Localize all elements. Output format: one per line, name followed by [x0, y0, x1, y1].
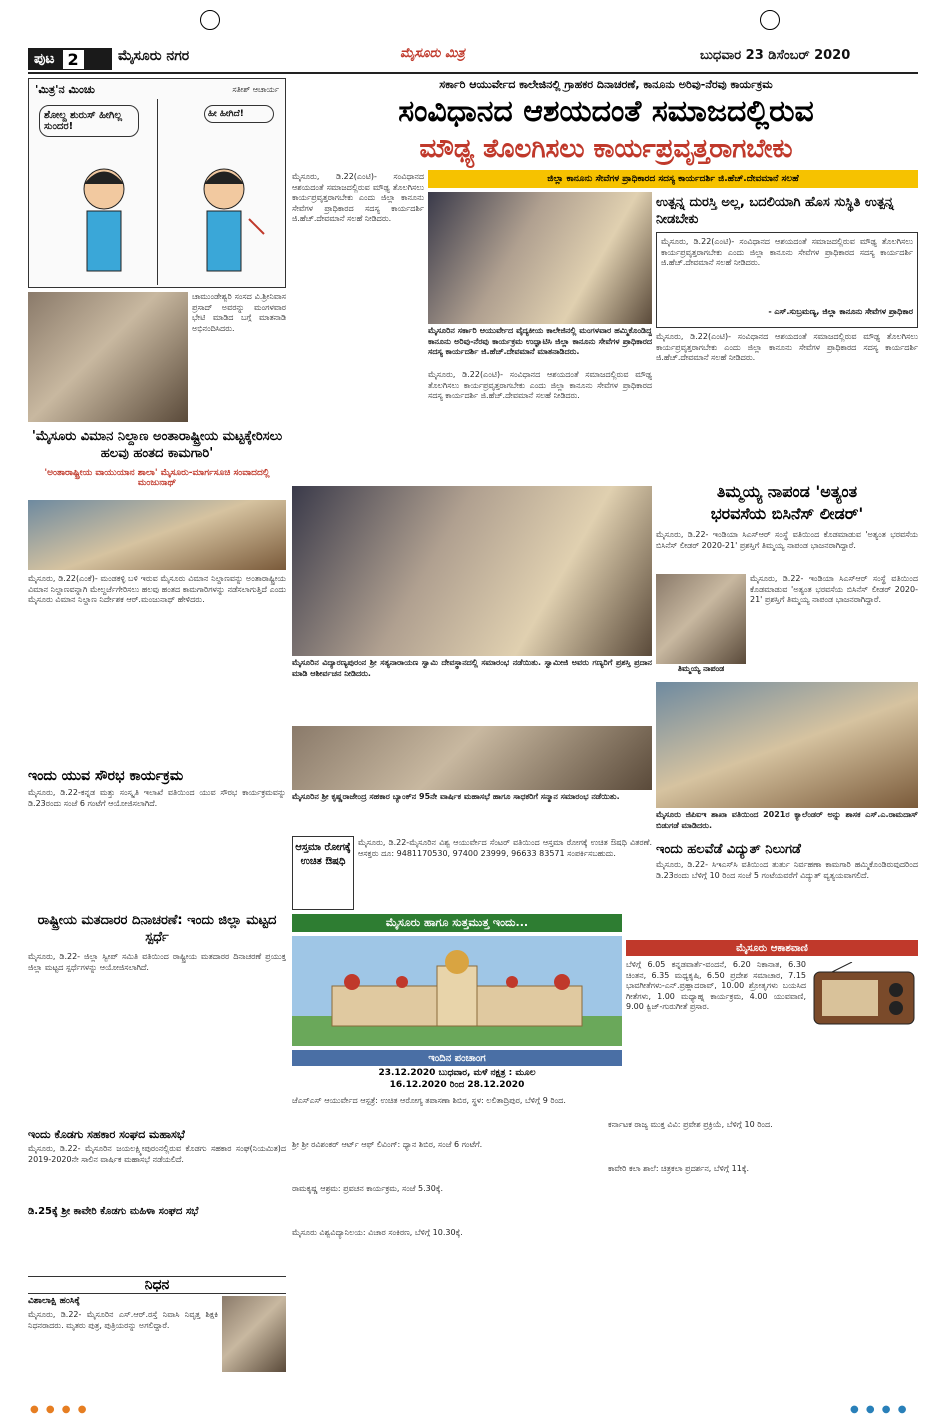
airport-photo: [28, 500, 286, 570]
thimmaiah-body-2: ಮೈಸೂರು, ಡಿ.22- ಇಂಡಿಯಾ ಸಿಎಸ್‌ಆರ್ ಸಂಸ್ಥೆ ವತಿಯಿಂದ ಕೊಡಮಾಡುವ 'ಅತ್ಯಂತ ಭರವಸೆಯ ಬಿಸಿನೆಸ್ ಲೀಡರ್ 2020-21' ಪ್ರಶಸ್ತಿಗೆ ತಿಮ್ಮಯ್ಯ ನಾಪಂಡ ಭಾಜನರಾಗಿದ್ದಾರೆ.: [750, 574, 918, 604]
top-register-marks: [0, 0, 945, 40]
bank-group-photo: [292, 726, 652, 790]
event-item: ಕರ್ನಾಟಕ ರಾಜ್ಯ ಮುಕ್ತ ವಿವಿ: ಪ್ರವೇಶ ಪ್ರಕ್ರಿಯೆ, ಬೆಳಿಗ್ಗೆ 10 ರಿಂದ.: [608, 1120, 773, 1129]
palace-illustration: [292, 936, 622, 1046]
airport-subhead: 'ಅಂತಾರಾಷ್ಟ್ರೀಯ ವಾಯುಯಾನ ಶಾಲಾ' ಮೈಸೂರು-ಮಾರ್ಗಸೂಚಿ ಸಂವಾದದಲ್ಲಿ ಮಂಜುನಾಥ್: [44, 468, 270, 488]
thimmaiah-photo: [656, 574, 746, 664]
events-list: [292, 1096, 918, 1396]
cartoon-bubble-right: ಹೀ ಹೀಗಿದೆ!: [204, 105, 274, 123]
cartoon-figure-left: [69, 159, 139, 279]
radio-title: ಮೈಸೂರು ಆಕಾಶವಾಣಿ: [626, 940, 918, 956]
obituary-body: ಮೈಸೂರು, ಡಿ.22- ಮೈಸೂರಿನ ಎಸ್.ಆರ್.ರಸ್ತೆ ನಿವಾಸಿ ನಿವೃತ್ತ ಶಿಕ್ಷಕಿ ನಿಧನರಾದರು. ಮೃತರು ಪುತ್ರ, ಪುತ್ರಿಯರನ್ನು ಅಗಲಿದ್ದಾರೆ.: [28, 1310, 218, 1330]
ayurveda-body: ಮೈಸೂರು, ಡಿ.22-ಮೈಸೂರಿನ ವಿಶ್ವ ಆಯುರ್ವೇದ ಸೆಂಟರ್ ವತಿಯಿಂದ ಆಸ್ತಮಾ ರೋಗಕ್ಕೆ ಉಚಿತ ಔಷಧಿ ವಿತರಣೆ. ಆಸಕ್ತರು ದೂ: 9481170530, 97400 23999, 96633 83571 ಸಂಪರ್ಕಿಸಬಹುದು.: [358, 838, 652, 858]
event-item: ಜೆಎಸ್‌ಎಸ್ ಆಯುರ್ವೇದ ಆಸ್ಪತ್ರೆ: ಉಚಿತ ಆರೋಗ್ಯ ತಪಾಸಣಾ ಶಿಬಿರ, ಸ್ಥಳ: ಲಲಿತಾದ್ರಿಪುರ, ಬೆಳಿಗ್ಗೆ 9 ರಿಂದ.: [292, 1096, 566, 1105]
ceremony-photo: [292, 486, 652, 656]
lead-headline-1: ಸಂವಿಧಾನದ ಆಶಯದಂತೆ ಸಮಾಜದಲ್ಲಿರುವ: [398, 94, 814, 129]
radio-icon: [812, 962, 916, 1026]
panchanga-line-1: 23.12.2020 ಬುಧವಾರ, ಮಳೆ ನಕ್ಷತ್ರ : ಮೂಲ: [378, 1068, 536, 1078]
ayurveda-label: ಆಸ್ತಮಾ ರೋಗಕ್ಕೆ ಉಚಿತ ಔಷಧಿ: [292, 836, 354, 910]
cartoon-divider: [157, 99, 158, 285]
issue-date: ಬುಧವಾರ 23 ಡಿಸೆಂಬರ್ 2020: [700, 48, 851, 63]
page-label: ಪುಟ: [34, 51, 55, 67]
cartoon-bubble-left: ಶೋಲ್ದ ಶುರುಸ್ ಹೀಗಿಲ್ಲ ಸುಂದರ!: [39, 105, 139, 137]
left-portrait-photo: [28, 292, 188, 422]
header-rule: [28, 72, 918, 74]
section-name: ಮೈಸೂರು ನಗರ: [118, 48, 190, 64]
voters-headline: ರಾಷ್ಟ್ರೀಯ ಮತದಾರರ ದಿನಾಚರಣೆ: ಇಂದು ಜಿಲ್ಲಾ ಮಟ್ಟದ ಸ್ಪರ್ಧೆ: [37, 913, 277, 945]
yuva-body: ಮೈಸೂರು, ಡಿ.22-ಕನ್ನಡ ಮತ್ತು ಸಂಸ್ಕೃತಿ ಇಲಾಖೆ ವತಿಯಿಂದ ಯುವ ಸೌರಭ ಕಾರ್ಯಕ್ರಮವನ್ನು ಡಿ.23ರಂದು ಸಂಜೆ 6 ಗಂಟೆಗೆ ಆಯೋಜಿಸಲಾಗಿದೆ.: [28, 788, 286, 808]
kodagu-body: ಮೈಸೂರು, ಡಿ.22- ಮೈಸೂರಿನ ಜಯಲಕ್ಷ್ಮೀಪುರಂನಲ್ಲಿರುವ ಕೊಡಗು ಸಹಕಾರ ಸಂಘ(ನಿಯಮಿತ)ದ 2019-2020ನೇ ಸಾಲಿನ ವಾರ್ಷಿಕ ಮಹಾಸಭೆ ನಡೆಯಲಿದೆ.: [28, 1144, 286, 1164]
cartoon-title: 'ಮಿತ್ರ'ನ ಮಿಂಚು: [35, 83, 95, 96]
lead-headline-2: ಮೌಢ್ಯ ತೊಲಗಿಸಲು ಕಾರ್ಯಪ್ರವೃತ್ತರಾಗಬೇಕು: [419, 134, 793, 164]
bank-group-caption: ಮೈಸೂರಿನ ಶ್ರೀ ಕೃಷ್ಣರಾಜೇಂದ್ರ ಸಹಕಾರ ಬ್ಯಾಂಕ್‌ನ 95ನೇ ವಾರ್ಷಿಕ ಮಹಾಸಭೆ ಹಾಗೂ ಸಾಧಕರಿಗೆ ಸನ್ಮಾನ ಸಮಾರಂಭ ನಡೆಯಿತು.: [292, 792, 620, 801]
lead-body-left: ಮೈಸೂರು, ಡಿ.22(ಎಂಟಿ)- ಸಂವಿಧಾನದ ಆಶಯದಂತೆ ಸಮಾಜದಲ್ಲಿರುವ ಮೌಢ್ಯ ತೊಲಗಿಸಲು ಕಾರ್ಯಪ್ರವೃತ್ತರಾಗಬೇಕು ಎಂದು ಜಿಲ್ಲಾ ಕಾನೂನು ಸೇವೆಗಳ ಪ್ರಾಧಿಕಾರದ ಸದಸ್ಯ ಕಾರ್ಯದರ್ಶಿ ಜಿ.ಹೆಚ್.ದೇವಮಾನೆ ಸಲಹೆ ನೀಡಿದರು.: [292, 172, 424, 223]
lead-photo-caption: ಮೈಸೂರಿನ ಸರ್ಕಾರಿ ಆಯುರ್ವೇದ ವೈದ್ಯಕೀಯ ಕಾಲೇಜಿನಲ್ಲಿ ಮಂಗಳವಾರ ಹಮ್ಮಿಕೊಂಡಿದ್ದ ಕಾನೂನು ಅರಿವು-ನೆರವು ಕಾರ್ಯಕ್ರಮ ಉದ್ಘಾಟಿಸಿ ಜಿಲ್ಲಾ ಕಾನೂನು ಸೇವೆಗಳ ಪ್ರಾಧಿಕಾರದ ಸದಸ್ಯ ಕಾರ್ಯದರ್ಶಿ ಜಿ.ಹೆಚ್.ದೇವಮಾನೆ ಮಾತನಾಡಿದರು.: [428, 326, 652, 356]
thimmaiah-headline-2: ಭರವಸೆಯ ಬಿಸಿನೆಸ್ ಲೀಡರ್': [710, 504, 864, 523]
yuva-headline: ಇಂದು ಯುವ ಸೌರಭ ಕಾರ್ಯಕ್ರಮ: [28, 768, 184, 784]
lead-body-right: ಮೈಸೂರು, ಡಿ.22(ಎಂಟಿ)- ಸಂವಿಧಾನದ ಆಶಯದಂತೆ ಸಮಾಜದಲ್ಲಿರುವ ಮೌಢ್ಯ ತೊಲಗಿಸಲು ಕಾರ್ಯಪ್ರವೃತ್ತರಾಗಬೇಕು ಎಂದು ಜಿಲ್ಲಾ ಕಾನೂನು ಸೇವೆಗಳ ಪ್ರಾಧಿಕಾರದ ಸದಸ್ಯ ಕಾರ್ಯದರ್ಶಿ ಜಿ.ಹೆಚ್.ದೇವಮಾನೆ ಸಲಹೆ ನೀಡಿದರು.: [656, 332, 918, 362]
event-item: ಶ್ರೀ ಶ್ರೀ ರವಿಶಂಕರ್ ಆರ್ಟ್ ಆಫ್ ಲಿವಿಂಗ್: ಧ್ಯಾನ ಶಿಬಿರ, ಸಂಜೆ 6 ಗಂಟೆಗೆ.: [292, 1140, 483, 1149]
quote-attribution: - ಎಸ್.ಸುಬ್ರಮಣ್ಯ, ಜಿಲ್ಲಾ ಕಾನೂನು ಸೇವೆಗಳ ಪ್ರಾಧಿಕಾರ: [768, 307, 913, 316]
calendar-photo: [656, 682, 918, 808]
cartoon-panel: [28, 78, 286, 288]
power-body: ಮೈಸೂರು, ಡಿ.22- ಸಿಇಎಸ್‌ಸಿ ವತಿಯಿಂದ ತುರ್ತು ನಿರ್ವಹಣಾ ಕಾಮಗಾರಿ ಹಮ್ಮಿಕೊಂಡಿರುವುದರಿಂದ ಡಿ.23ರಂದು ಬೆಳಿಗ್ಗೆ 10 ರಿಂದ ಸಂಜೆ 5 ಗಂಟೆಯವರೆಗೆ ವಿದ್ಯುತ್ ವ್ಯತ್ಯಯವಾಗಲಿದೆ.: [656, 860, 918, 880]
obituary-name: ವಿಶಾಲಾಕ್ಷಿ ಹಂಸಿಕ್ಕೆ: [28, 1296, 80, 1306]
cartoon-figure-right: [189, 159, 269, 279]
radio-body: ಬೆಳಿಗ್ಗೆ 6.05 ಕನ್ನಡವಾರ್ತೆ-ವಂದನೆ, 6.20 ನಿಕಾನಾತ, 6.30 ಚಿಂತನ, 6.35 ಮಧ್ಯಕೃಷಿ, 6.50 ಪ್ರದೇಶ ಸಮಾಚಾರ, 7.15 ಭಾವಗೀತೆಗಳು-ಎನ್.ಪ್ರಹ್ಲಾದರಾವ್, 10.00 ಶ್ರೋತೃಗಳು ಬಯಸಿದ ಗೀತೆಗಳು, 1.00 ಮಧ್ಯಾಹ್ನ ಕಾರ್ಯಕ್ರಮ, 4.00 ಯುವವಾಣಿ, 9.00 ಕ್ವಿಜ್-ಗುರುಗೀತೆ ಪ್ರಸಾರ.: [626, 960, 806, 1011]
event-item: ಕಾವೇರಿ ಕಲಾ ಶಾಲೆ: ಚಿತ್ರಕಲಾ ಪ್ರದರ್ಶನ, ಬೆಳಿಗ್ಗೆ 11ಕ್ಕೆ.: [608, 1164, 750, 1173]
masthead: ಮೈಸೂರು ಮಿತ್ರ: [400, 46, 465, 61]
today-banner: ಮೈಸೂರು ಹಾಗೂ ಸುತ್ತಮುತ್ತ ಇಂದು...: [292, 914, 622, 932]
airport-body: ಮೈಸೂರು, ಡಿ.22(ಎಂಕೆ)- ಮಂಡಕಳ್ಳಿ ಬಳಿ ಇರುವ ಮೈಸೂರು ವಿಮಾನ ನಿಲ್ದಾಣವನ್ನು ಅಂತಾರಾಷ್ಟ್ರೀಯ ವಿಮಾನ ನಿಲ್ದಾಣವನ್ನಾಗಿ ಮೇಲ್ದರ್ಜೆಗೇರಿಸಲು ಹಲವು ಹಂತದ ಕಾಮಗಾರಿಗಳನ್ನು ನಡೆಸಲಾಗುತ್ತಿದೆ ಎಂದು ಮೈಸೂರು ವಿಮಾನ ನಿಲ್ದಾಣ ನಿರ್ದೇಶಕ ಆರ್.ಮಂಜುನಾಥ್ ಹೇಳಿದರು.: [28, 574, 286, 604]
thimmaiah-headline-1: ತಿಮ್ಮಯ್ಯ ನಾಪಂಡ 'ಅತ್ಯಂತ: [716, 482, 858, 501]
cartoon-credit: ಸತೀಶ್ ಆಚಾರ್ಯ: [232, 85, 279, 94]
lead-kicker: ಸರ್ಕಾರಿ ಆಯುರ್ವೇದ ಕಾಲೇಜಿನಲ್ಲಿ ಗ್ರಾಹಕರ ದಿನಾಚರಣೆ, ಕಾನೂನು ಅರಿವು-ನೆರವು ಕಾರ್ಯಕ್ರಮ: [439, 78, 773, 91]
event-item: ಮೈಸೂರು ವಿಶ್ವವಿದ್ಯಾನಿಲಯ: ವಿಚಾರ ಸಂಕಿರಣ, ಬೆಳಿಗ್ಗೆ 10.30ಕ್ಕೆ.: [292, 1228, 463, 1237]
kodagu-headline: ಇಂದು ಕೊಡಗು ಸಹಕಾರ ಸಂಘದ ಮಹಾಸಭೆ: [28, 1128, 185, 1141]
footer-color-dots-right: ● ● ● ●: [850, 1404, 909, 1415]
lead-body-mid: ಮೈಸೂರು, ಡಿ.22(ಎಂಟಿ)- ಸಂವಿಧಾನದ ಆಶಯದಂತೆ ಸಮಾಜದಲ್ಲಿರುವ ಮೌಢ್ಯ ತೊಲಗಿಸಲು ಕಾರ್ಯಪ್ರವೃತ್ತರಾಗಬೇಕು ಎಂದು ಜಿಲ್ಲಾ ಕಾನೂನು ಸೇವೆಗಳ ಪ್ರಾಧಿಕಾರದ ಸದಸ್ಯ ಕಾರ್ಯದರ್ಶಿ ಜಿ.ಹೆಚ್.ದೇವಮಾನೆ ಸಲಹೆ ನೀಡಿದರು.: [428, 370, 652, 400]
calendar-caption: ಮೈಸೂರು ಜಿಪಿಐಇ ಶಾಖಾ ವತಿಯಿಂದ 2021ರ ಕ್ಯಾಲೆಂಡರ್ ಅನ್ನು ಶಾಸಕ ಎಸ್.ಎ.ರಾಮದಾಸ್ ಬಿಡುಗಡೆ ಮಾಡಿದರು.: [656, 810, 918, 830]
left-portrait-caption: ಚಾಮುಂಡೇಶ್ವರಿ ಸಂಸದ ವಿ.ಶ್ರೀನಿವಾಸ ಪ್ರಸಾದ್ ಅವರನ್ನು ಮಂಗಳವಾರ ಭೇಟಿ ಮಾಡಿದ ಬಗ್ಗೆ ಮಾತನಾಡಿ ಅಭಿನಂದಿಸಿದರು.: [192, 292, 286, 333]
panchanga-title: ಇಂದಿನ ಪಂಚಾಂಗ: [292, 1050, 622, 1066]
event-item: ರಾಮಕೃಷ್ಣ ಆಶ್ರಮ: ಪ್ರವಚನ ಕಾರ್ಯಕ್ರಮ, ಸಂಜೆ 5.30ಕ್ಕೆ.: [292, 1184, 444, 1193]
thimmaiah-photo-label: ತಿಮ್ಮಯ್ಯ ನಾಪಂಡ: [677, 664, 725, 673]
quote-text: ಮೈಸೂರು, ಡಿ.22(ಎಂಟಿ)- ಸಂವಿಧಾನದ ಆಶಯದಂತೆ ಸಮಾಜದಲ್ಲಿರುವ ಮೌಢ್ಯ ತೊಲಗಿಸಲು ಕಾರ್ಯಪ್ರವೃತ್ತರಾಗಬೇಕು ಎಂದು ಜಿಲ್ಲಾ ಕಾನೂನು ಸೇವೆಗಳ ಪ್ರಾಧಿಕಾರದ ಸದಸ್ಯ ಕಾರ್ಯದರ್ಶಿ ಜಿ.ಹೆಚ್.ದೇವಮಾನೆ ಸಲಹೆ ನೀಡಿದರು.: [661, 237, 913, 267]
obituary-title: ನಿಧನ: [28, 1276, 286, 1294]
quote-box: [656, 232, 918, 328]
power-headline: ಇಂದು ಹಲವೆಡೆ ವಿದ್ಯುತ್ ನಿಲುಗಡೆ: [656, 842, 801, 857]
lead-subhead: ಜಿಲ್ಲಾ ಕಾನೂನು ಸೇವೆಗಳ ಪ್ರಾಧಿಕಾರದ ಸದಸ್ಯ ಕಾರ್ಯದರ್ಶಿ ಜಿ.ಹೆಚ್.ದೇವಮಾನೆ ಸಲಹೆ: [428, 170, 918, 188]
page-number-box: [28, 48, 112, 70]
footer-color-dots-left: ● ● ● ●: [30, 1404, 89, 1415]
quote-headline: ಉತ್ಪನ್ನ ದುರಸ್ತಿ ಅಲ್ಲ, ಬದಲಿಯಾಗಿ ಹೊಸ ಸುಸ್ಥಿತಿ ಉತ್ಪನ್ನ ನೀಡಬೇಕು: [656, 195, 894, 227]
lead-speaker-photo: [428, 192, 652, 324]
voters-body: ಮೈಸೂರು, ಡಿ.22- ಜಿಲ್ಲಾ ಸ್ವೀಪ್ ಸಮಿತಿ ವತಿಯಿಂದ ರಾಷ್ಟ್ರೀಯ ಮತದಾರರ ದಿನಾಚರಣೆ ಪ್ರಯುಕ್ತ ಜಿಲ್ಲಾ ಮಟ್ಟದ ಸ್ಪರ್ಧೆಗಳನ್ನು ಆಯೋಜಿಸಲಾಗಿದೆ.: [28, 952, 286, 972]
page-number: 2: [63, 50, 84, 69]
ceremony-caption: ಮೈಸೂರಿನ ವಿದ್ಯಾರಣ್ಯಪುರಂನ ಶ್ರೀ ಸತ್ಯನಾರಾಯಣ ಸ್ವಾಮಿ ದೇವಸ್ಥಾನದಲ್ಲಿ ಸಮಾರಂಭ ನಡೆಯಿತು. ಸ್ವಾಮೀಜಿ ಅವರು ಗಣ್ಯರಿಗೆ ಪ್ರಶಸ್ತಿ ಪ್ರದಾನ ಮಾಡಿ ಆಶೀರ್ವಚನ ನೀಡಿದರು.: [292, 658, 652, 678]
airport-headline: 'ಮೈಸೂರು ವಿಮಾನ ನಿಲ್ದಾಣ ಅಂತಾರಾಷ್ಟ್ರೀಯ ಮಟ್ಟಕ್ಕೇರಿಸಲು ಹಲವು ಹಂತದ ಕಾಮಗಾರಿ': [31, 429, 283, 461]
thimmaiah-body: ಮೈಸೂರು, ಡಿ.22- ಇಂಡಿಯಾ ಸಿಎಸ್‌ಆರ್ ಸಂಸ್ಥೆ ವತಿಯಿಂದ ಕೊಡಮಾಡುವ 'ಅತ್ಯಂತ ಭರವಸೆಯ ಬಿಸಿನೆಸ್ ಲೀಡರ್ 2020-21' ಪ್ರಶಸ್ತಿಗೆ ತಿಮ್ಮಯ್ಯ ನಾಪಂಡ ಭಾಜನರಾಗಿದ್ದಾರೆ.: [656, 530, 918, 550]
kodagu-sub: ಡಿ.25ಕ್ಕೆ ಶ್ರೀ ಕಾವೇರಿ ಕೊಡಗು ಮಹಿಳಾ ಸಂಘದ ಸಭೆ: [28, 1206, 199, 1217]
panchanga-line-2: 16.12.2020 ರಿಂದ 28.12.2020: [389, 1080, 525, 1090]
obituary-photo: [222, 1296, 286, 1372]
